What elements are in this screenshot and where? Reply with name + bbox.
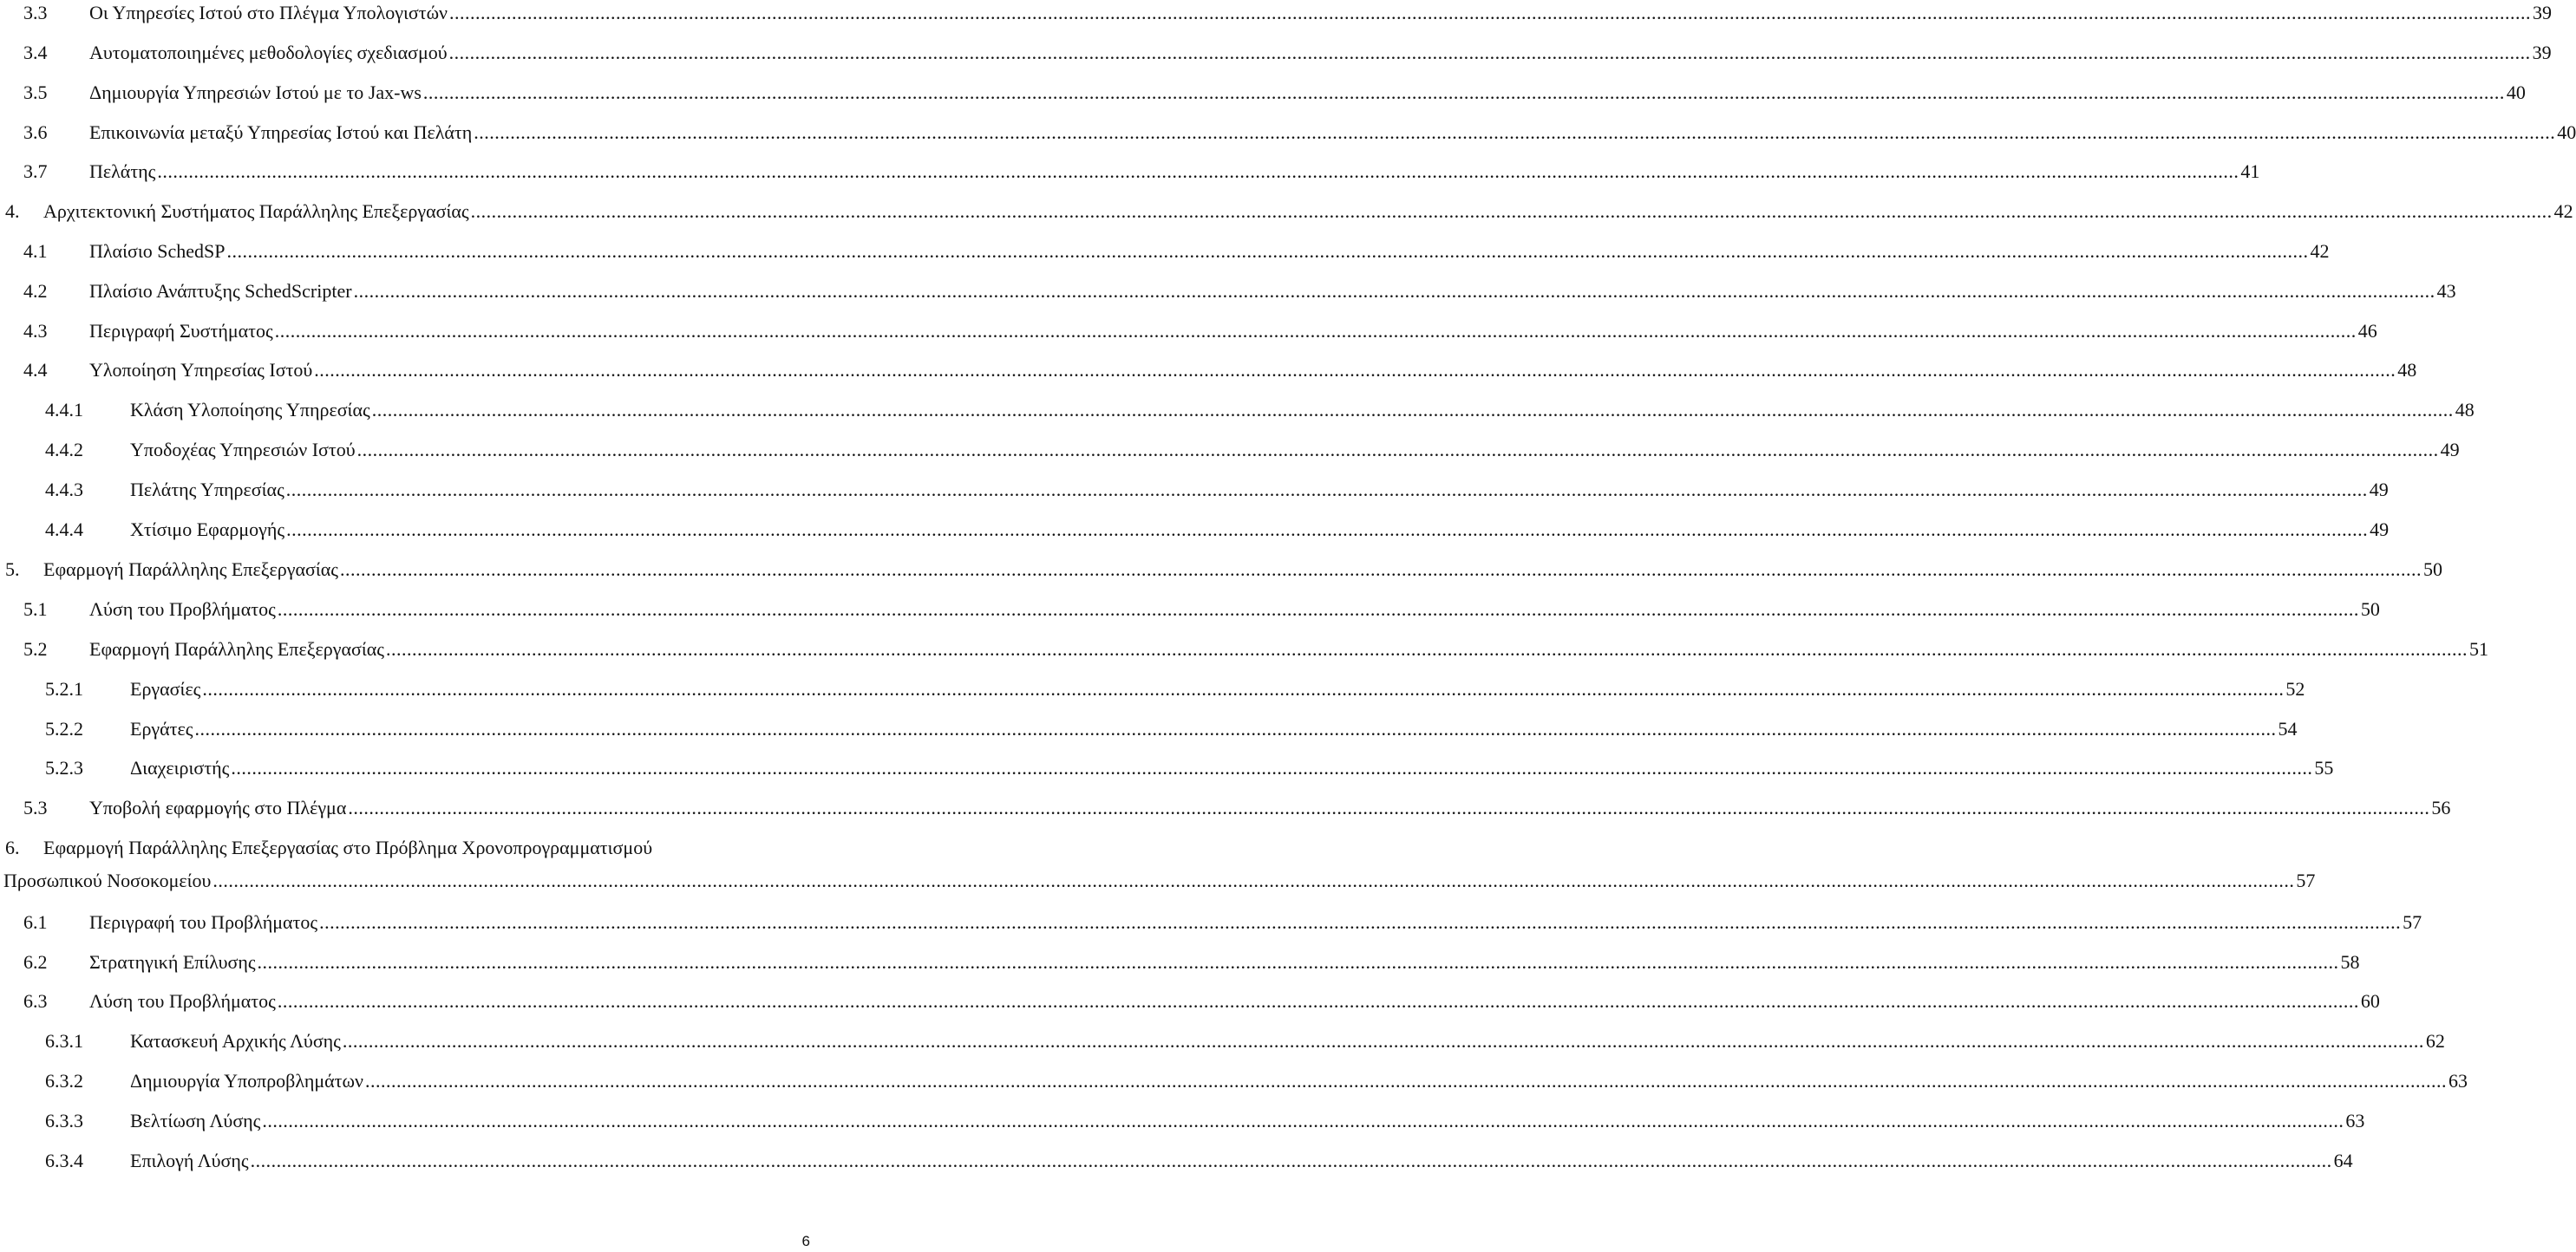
toc-entry-page: 64 — [2333, 1150, 2353, 1171]
toc-entry-title: Λύση του Προβλήματος — [89, 598, 276, 620]
toc-entry[interactable] — [0, 598, 2380, 629]
toc-entry[interactable] — [0, 911, 2422, 942]
toc-entry-page: 40 — [2506, 82, 2526, 103]
toc-entry-page: 46 — [2357, 320, 2377, 342]
toc-entry-number: 4.2 — [23, 280, 48, 302]
toc-entry-page: 42 — [2310, 240, 2330, 262]
toc-dot-leader: ................................................................................................................................................................................................................................................................................................................................................................................................................ — [364, 1070, 2447, 1092]
toc-dot-leader: ................................................................................................................................................................................................................................................................................................................................................................................................................ — [257, 951, 2339, 973]
toc-entry-title: Υλοποίηση Υπηρεσίας Ιστού — [89, 359, 313, 381]
toc-entry-page: 56 — [2431, 797, 2451, 818]
toc-entry-number: 4.3 — [23, 320, 48, 342]
toc-entry-page: 39 — [2533, 2, 2553, 23]
toc-entry-title: Κατασκευή Αρχικής Λύσης — [130, 1030, 341, 1052]
toc-entry[interactable] — [0, 1110, 2365, 1141]
toc-entry-number: 5.2.2 — [45, 718, 83, 740]
toc-dot-leader: ................................................................................................................................................................................................................................................................................................................................................................................................................ — [157, 160, 2239, 182]
toc-entry-page: 60 — [2360, 990, 2380, 1012]
toc-entry[interactable] — [0, 200, 2573, 231]
toc-entry[interactable] — [0, 678, 2305, 709]
toc-entry-page: 48 — [2397, 359, 2417, 381]
toc-entry-title: Επιλογή Λύσης — [130, 1150, 249, 1171]
toc-entry-title: Εργάτες — [130, 718, 193, 740]
toc-entry-number: 3.4 — [23, 42, 48, 63]
toc-dot-leader: ................................................................................................................................................................................................................................................................................................................................................................................................................ — [226, 240, 2309, 262]
toc-dot-leader: ................................................................................................................................................................................................................................................................................................................................................................................................................ — [277, 598, 2359, 620]
toc-entry-title: Πλαίσιο SchedSP — [89, 240, 226, 262]
toc-entry[interactable] — [0, 990, 2380, 1021]
toc-entry-number: 3.3 — [23, 2, 48, 23]
toc-entry-title: Κλάση Υλοποίησης Υπηρεσίας — [130, 399, 370, 421]
toc-dot-leader: ................................................................................................................................................................................................................................................................................................................................................................................................................ — [342, 1030, 2424, 1052]
toc-entry-number: 6.1 — [23, 911, 48, 933]
toc-dot-leader: ................................................................................................................................................................................................................................................................................................................................................................................................................ — [340, 558, 2422, 580]
toc-entry-page: 58 — [2340, 951, 2360, 973]
toc-entry[interactable] — [0, 399, 2475, 430]
toc-entry-title: Περιγραφή Συστήματος — [89, 320, 273, 342]
toc-entry-number: 6.3.2 — [45, 1070, 83, 1092]
toc-entry-number: 6.3.3 — [45, 1110, 83, 1131]
toc-dot-leader: ................................................................................................................................................................................................................................................................................................................................................................................................................ — [212, 870, 2295, 891]
toc-entry-page: 42 — [2553, 200, 2573, 222]
toc-entry[interactable] — [0, 320, 2377, 351]
toc-entry-number: 6.2 — [23, 951, 48, 973]
toc-dot-leader: ................................................................................................................................................................................................................................................................................................................................................................................................................ — [262, 1110, 2344, 1131]
toc-entry-title: Εφαρμογή Παράλληλης Επεξεργασίας — [43, 558, 338, 580]
toc-entry[interactable] — [0, 439, 2460, 470]
toc-entry-number: 6.3 — [23, 990, 48, 1012]
toc-entry-title: Πλαίσιο Ανάπτυξης SchedScripter — [89, 280, 352, 302]
toc-entry-number: 4. — [5, 200, 20, 222]
toc-dot-leader: ................................................................................................................................................................................................................................................................................................................................................................................................................ — [274, 320, 2357, 342]
toc-entry[interactable] — [0, 558, 2442, 590]
toc-entry-number: 5.1 — [23, 598, 48, 620]
toc-entry[interactable] — [0, 240, 2330, 271]
toc-dot-leader: ................................................................................................................................................................................................................................................................................................................................................................................................................ — [285, 479, 2368, 500]
toc-entry-number: 5.2.1 — [45, 678, 83, 700]
toc-dot-leader: ................................................................................................................................................................................................................................................................................................................................................................................................................ — [319, 911, 2402, 933]
toc-entry[interactable] — [0, 2, 2553, 33]
toc-entry-page: 52 — [2285, 678, 2305, 700]
toc-dot-leader: ................................................................................................................................................................................................................................................................................................................................................................................................................ — [470, 200, 2553, 222]
toc-entry-number: 4.1 — [23, 240, 48, 262]
toc-entry[interactable] — [0, 280, 2456, 311]
toc-dot-leader: ................................................................................................................................................................................................................................................................................................................................................................................................................ — [353, 280, 2435, 302]
toc-entry[interactable] — [0, 757, 2334, 788]
toc-entry-page: 50 — [2423, 558, 2442, 580]
toc-dot-leader: ................................................................................................................................................................................................................................................................................................................................................................................................................ — [314, 359, 2396, 381]
toc-entry[interactable] — [0, 359, 2417, 390]
toc-entry-page: 49 — [2370, 518, 2390, 540]
toc-entry-number: 5. — [5, 558, 20, 580]
toc-entry-page: 62 — [2425, 1030, 2445, 1052]
toc-entry-number: 4.4.1 — [45, 399, 83, 421]
toc-entry-page: 50 — [2360, 598, 2380, 620]
toc-entry-number: 5.3 — [23, 797, 48, 818]
toc-entry-title: Εφαρμογή Παράλληλης Επεξεργασίας στο Πρόβλημα Χρονοπρογραμματισμού — [43, 837, 653, 858]
toc-entry-page: 63 — [2448, 1070, 2468, 1092]
toc-entry-number: 5.2 — [23, 638, 48, 660]
toc-entry-title: Εφαρμογή Παράλληλης Επεξεργασίας — [89, 638, 384, 660]
toc-entry-title: Λύση του Προβλήματος — [89, 990, 276, 1012]
toc-entry-title: Περιγραφή του Προβλήματος — [89, 911, 318, 933]
toc-dot-leader: ................................................................................................................................................................................................................................................................................................................................................................................................................ — [250, 1150, 2332, 1171]
toc-dot-leader: ................................................................................................................................................................................................................................................................................................................................................................................................................ — [386, 638, 2468, 660]
toc-entry-title: Υποβολή εφαρμογής στο Πλέγμα — [89, 797, 347, 818]
page-number: 6 — [801, 1233, 810, 1249]
toc-entry-number: 4.4 — [23, 359, 48, 381]
toc-dot-leader: ................................................................................................................................................................................................................................................................................................................................................................................................................ — [277, 990, 2359, 1012]
toc-entry[interactable] — [0, 1030, 2445, 1061]
toc-entry[interactable] — [0, 1070, 2468, 1101]
toc-entry-number: 4.4.3 — [45, 479, 83, 500]
toc-entry[interactable] — [0, 121, 2576, 153]
toc-entry-title: Βελτίωση Λύσης — [130, 1110, 261, 1131]
toc-entry-number: 3.7 — [23, 160, 48, 182]
toc-entry[interactable] — [0, 837, 2316, 901]
toc-entry-number: 3.5 — [23, 82, 48, 103]
toc-entry[interactable] — [0, 479, 2389, 510]
toc-entry-page: 40 — [2557, 121, 2576, 143]
toc-entry[interactable] — [0, 797, 2451, 828]
toc-entry-page: 39 — [2532, 42, 2552, 63]
toc-entry-page: 63 — [2345, 1110, 2365, 1131]
toc-entry-page: 51 — [2469, 638, 2488, 660]
toc-entry-title-continued: Προσωπικού Νοσοκομείου — [3, 870, 212, 891]
toc-entry[interactable] — [0, 1150, 2353, 1181]
toc-entry-title: Πελάτης — [89, 160, 156, 182]
toc-dot-leader: ................................................................................................................................................................................................................................................................................................................................................................................................................ — [448, 42, 2531, 63]
toc-entry[interactable] — [0, 160, 2260, 192]
toc-entry-number: 4.4.4 — [45, 518, 83, 540]
toc-entry-title: Αυτοματοποιημένες μεθοδολογίες σχεδιασμού — [89, 42, 448, 63]
toc-entry-page: 49 — [2440, 439, 2460, 460]
toc-entry-number: 3.6 — [23, 121, 48, 143]
toc-entry[interactable] — [0, 638, 2488, 669]
toc-entry-number: 6. — [5, 837, 20, 858]
toc-entry[interactable] — [0, 718, 2298, 749]
toc-entry-page: 54 — [2278, 718, 2298, 740]
toc-entry-title: Στρατηγική Επίλυσης — [89, 951, 256, 973]
toc-entry[interactable] — [0, 82, 2526, 113]
toc-entry-title: Πελάτης Υπηρεσίας — [130, 479, 284, 500]
toc-entry-title: Υποδοχέας Υπηρεσιών Ιστού — [130, 439, 356, 460]
toc-entry[interactable] — [0, 951, 2360, 982]
toc-entry-page: 55 — [2314, 757, 2334, 779]
toc-entry-number: 4.4.2 — [45, 439, 83, 460]
toc-entry-title: Δημιουργία Υποπροβλημάτων — [130, 1070, 363, 1092]
toc-entry-page: 57 — [2403, 911, 2422, 933]
toc-entry-title: Αρχιτεκτονική Συστήματος Παράλληλης Επεξεργασίας — [43, 200, 469, 222]
toc-entry-page: 57 — [2296, 870, 2316, 891]
toc-dot-leader: ................................................................................................................................................................................................................................................................................................................................................................................................................ — [348, 797, 2430, 818]
toc-entry-title: Διαχειριστής — [130, 757, 230, 779]
toc-entry-title: Οι Υπηρεσίες Ιστού στο Πλέγμα Υπολογιστών — [89, 2, 448, 23]
toc-entry-number: 6.3.1 — [45, 1030, 83, 1052]
toc-entry-page: 48 — [2455, 399, 2475, 421]
toc-dot-leader: ................................................................................................................................................................................................................................................................................................................................................................................................................ — [474, 121, 2556, 143]
toc-dot-leader: ................................................................................................................................................................................................................................................................................................................................................................................................................ — [286, 518, 2369, 540]
toc-entry-title: Εργασίες — [130, 678, 201, 700]
toc-dot-leader: ................................................................................................................................................................................................................................................................................................................................................................................................................ — [194, 718, 2277, 740]
toc-entry[interactable] — [0, 42, 2552, 73]
toc-entry-title: Δημιουργία Υπηρεσιών Ιστού με το Jax-ws — [89, 82, 422, 103]
toc-dot-leader: ................................................................................................................................................................................................................................................................................................................................................................................................................ — [231, 757, 2313, 779]
toc-entry-page: 43 — [2436, 280, 2456, 302]
toc-dot-leader: ................................................................................................................................................................................................................................................................................................................................................................................................................ — [449, 2, 2532, 23]
toc-entry-page: 49 — [2369, 479, 2389, 500]
toc-dot-leader: ................................................................................................................................................................................................................................................................................................................................................................................................................ — [356, 439, 2439, 460]
toc-entry-title: Χτίσιμο Εφαρμογής — [130, 518, 285, 540]
toc-dot-leader: ................................................................................................................................................................................................................................................................................................................................................................................................................ — [422, 82, 2505, 103]
toc-dot-leader: ................................................................................................................................................................................................................................................................................................................................................................................................................ — [371, 399, 2454, 421]
toc-entry-page: 41 — [2240, 160, 2260, 182]
toc-entry-number: 6.3.4 — [45, 1150, 83, 1171]
toc-entry-number: 5.2.3 — [45, 757, 83, 779]
toc-dot-leader: ................................................................................................................................................................................................................................................................................................................................................................................................................ — [202, 678, 2285, 700]
toc-entry-title: Επικοινωνία μεταξύ Υπηρεσίας Ιστού και Πελάτη — [89, 121, 473, 143]
toc-entry[interactable] — [0, 518, 2390, 550]
